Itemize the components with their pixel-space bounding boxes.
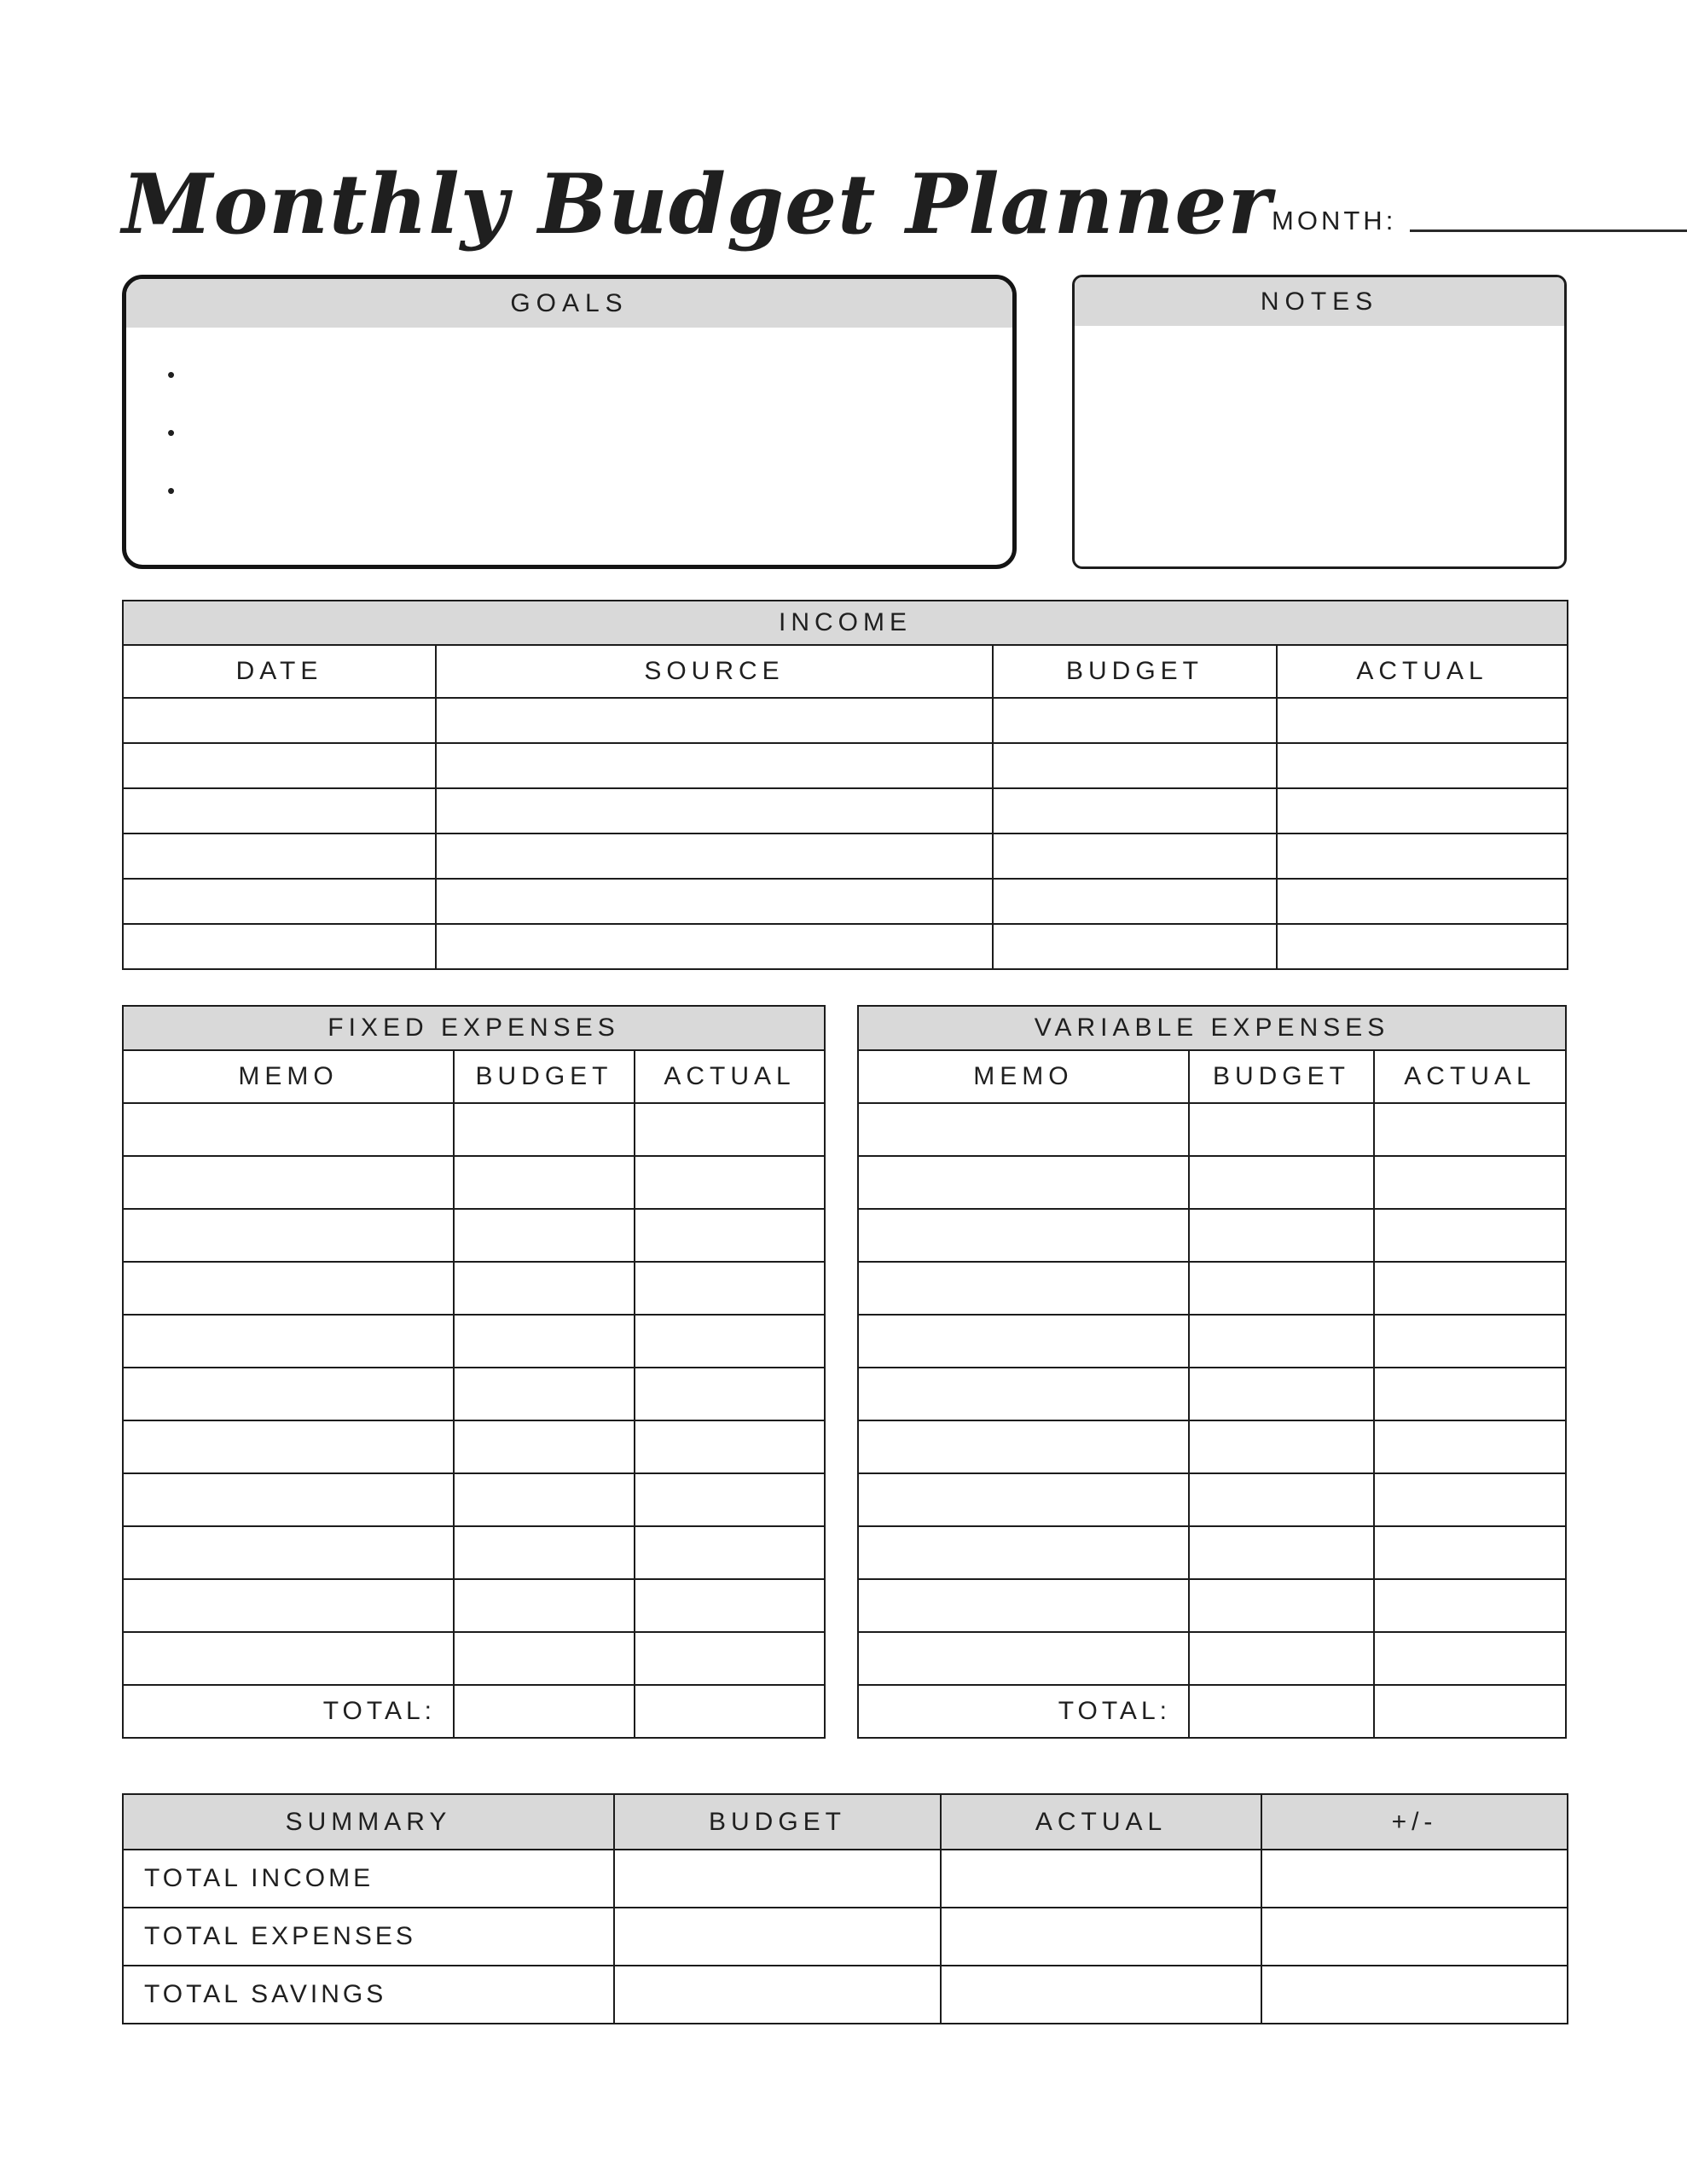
empty-row (858, 1632, 1566, 1685)
empty-cell[interactable] (454, 1526, 635, 1579)
summary-table (122, 1793, 1568, 2024)
empty-cell[interactable] (436, 879, 993, 924)
empty-cell[interactable] (454, 1420, 635, 1473)
empty-cell[interactable] (454, 1103, 635, 1156)
empty-cell[interactable] (1189, 1685, 1374, 1738)
empty-cell[interactable] (1374, 1473, 1566, 1526)
variable-expenses-title: VARIABLE EXPENSES (858, 1006, 1566, 1050)
page-title: Monthly Budget Planner (122, 156, 1272, 253)
fixed-expenses-body (123, 1103, 825, 1685)
empty-cell[interactable] (1261, 1908, 1568, 1966)
goals-box[interactable] (122, 275, 1017, 569)
empty-cell[interactable] (993, 879, 1277, 924)
empty-cell[interactable] (123, 1209, 454, 1262)
notes-title: NOTES (1075, 277, 1564, 326)
empty-cell[interactable] (635, 1632, 825, 1685)
empty-row (123, 698, 1568, 743)
empty-cell[interactable] (1374, 1262, 1566, 1315)
empty-cell[interactable] (123, 1103, 454, 1156)
summary-col-actual: ACTUAL (941, 1794, 1261, 1850)
empty-row (123, 1315, 825, 1368)
empty-cell[interactable] (123, 1526, 454, 1579)
empty-cell[interactable] (858, 1156, 1189, 1209)
empty-row (123, 1103, 825, 1156)
empty-cell[interactable] (123, 698, 436, 743)
empty-cell[interactable] (454, 1209, 635, 1262)
empty-cell[interactable] (1277, 743, 1568, 788)
empty-cell[interactable] (454, 1368, 635, 1420)
empty-cell[interactable] (1261, 1850, 1568, 1908)
empty-cell[interactable] (123, 1368, 454, 1420)
empty-cell[interactable] (454, 1685, 635, 1738)
empty-row (123, 1262, 825, 1315)
empty-cell[interactable] (454, 1579, 635, 1632)
empty-cell[interactable] (123, 879, 436, 924)
empty-row (858, 1156, 1566, 1209)
empty-row (123, 879, 1568, 924)
empty-cell[interactable] (123, 924, 436, 969)
empty-cell[interactable] (635, 1526, 825, 1579)
page-header (122, 126, 1567, 253)
fixed-total-row (123, 1685, 825, 1738)
empty-cell[interactable] (1277, 924, 1568, 969)
empty-row (858, 1209, 1566, 1262)
empty-cell[interactable] (635, 1209, 825, 1262)
empty-cell[interactable] (1374, 1156, 1566, 1209)
empty-row (858, 1579, 1566, 1632)
empty-row (123, 788, 1568, 834)
empty-cell[interactable] (941, 1966, 1261, 2024)
empty-cell[interactable] (941, 1908, 1261, 1966)
empty-cell[interactable] (1374, 1315, 1566, 1368)
month-field (1272, 207, 1687, 246)
income-col-budget: BUDGET (993, 645, 1277, 698)
empty-cell[interactable] (1374, 1632, 1566, 1685)
empty-row (123, 1579, 825, 1632)
empty-row (123, 1420, 825, 1473)
empty-row (123, 924, 1568, 969)
empty-cell[interactable] (858, 1103, 1189, 1156)
empty-cell[interactable] (993, 924, 1277, 969)
variable-expenses-table (857, 1005, 1567, 1739)
income-table (122, 600, 1568, 970)
goals-title: GOALS (126, 279, 1012, 328)
empty-cell[interactable] (858, 1579, 1189, 1632)
income-body (123, 698, 1568, 969)
empty-cell[interactable] (123, 1315, 454, 1368)
empty-cell[interactable] (1277, 879, 1568, 924)
summary-row-label: TOTAL INCOME (123, 1850, 614, 1908)
empty-cell[interactable] (454, 1262, 635, 1315)
empty-row (858, 1420, 1566, 1473)
empty-cell[interactable] (858, 1632, 1189, 1685)
empty-cell[interactable] (454, 1632, 635, 1685)
empty-cell[interactable] (1189, 1209, 1374, 1262)
empty-cell[interactable] (858, 1526, 1189, 1579)
empty-row (858, 1315, 1566, 1368)
variable-col-memo: MEMO (858, 1050, 1189, 1103)
variable-col-actual: ACTUAL (1374, 1050, 1566, 1103)
empty-cell[interactable] (941, 1850, 1261, 1908)
empty-cell[interactable] (993, 743, 1277, 788)
variable-total-label: TOTAL: (858, 1685, 1189, 1738)
empty-row (123, 834, 1568, 879)
summary-col-budget: BUDGET (614, 1794, 941, 1850)
fixed-col-budget: BUDGET (454, 1050, 635, 1103)
empty-row (123, 1473, 825, 1526)
empty-row (123, 1209, 825, 1262)
empty-cell[interactable] (436, 698, 993, 743)
empty-cell[interactable] (123, 1632, 454, 1685)
empty-row (123, 1156, 825, 1209)
empty-cell[interactable] (454, 1156, 635, 1209)
empty-cell[interactable] (1261, 1966, 1568, 2024)
income-title: INCOME (123, 601, 1568, 645)
empty-cell[interactable] (858, 1473, 1189, 1526)
bullet-icon: • (167, 362, 176, 387)
empty-cell[interactable] (123, 743, 436, 788)
empty-cell[interactable] (858, 1368, 1189, 1420)
empty-cell[interactable] (858, 1262, 1189, 1315)
empty-cell[interactable] (123, 1262, 454, 1315)
empty-cell[interactable] (635, 1473, 825, 1526)
empty-cell[interactable] (1374, 1368, 1566, 1420)
empty-cell[interactable] (635, 1579, 825, 1632)
empty-cell[interactable] (858, 1315, 1189, 1368)
empty-cell[interactable] (1374, 1103, 1566, 1156)
income-col-actual: ACTUAL (1277, 645, 1568, 698)
empty-cell[interactable] (123, 1156, 454, 1209)
empty-cell[interactable] (614, 1966, 941, 2024)
empty-cell[interactable] (858, 1209, 1189, 1262)
empty-cell[interactable] (1189, 1579, 1374, 1632)
summary-col-summary: SUMMARY (123, 1794, 614, 1850)
bullet-icon: • (167, 478, 176, 503)
empty-cell[interactable] (635, 1156, 825, 1209)
month-label: MONTH: (1272, 206, 1397, 235)
empty-row (123, 743, 1568, 788)
empty-cell[interactable] (1374, 1209, 1566, 1262)
empty-cell[interactable] (1189, 1526, 1374, 1579)
empty-cell[interactable] (635, 1368, 825, 1420)
summary-row-label: TOTAL SAVINGS (123, 1966, 614, 2024)
empty-cell[interactable] (993, 698, 1277, 743)
empty-cell[interactable] (1374, 1685, 1566, 1738)
empty-cell[interactable] (1277, 834, 1568, 879)
empty-cell[interactable] (635, 1420, 825, 1473)
empty-cell[interactable] (1189, 1156, 1374, 1209)
variable-expenses-body (858, 1103, 1566, 1685)
income-col-source: SOURCE (436, 645, 993, 698)
summary-body (123, 1850, 1568, 2024)
empty-cell[interactable] (993, 834, 1277, 879)
empty-cell[interactable] (123, 1420, 454, 1473)
empty-cell[interactable] (1189, 1632, 1374, 1685)
empty-cell[interactable] (1277, 788, 1568, 834)
fixed-expenses-title: FIXED EXPENSES (123, 1006, 825, 1050)
empty-cell[interactable] (635, 1685, 825, 1738)
fixed-total-label: TOTAL: (123, 1685, 454, 1738)
empty-cell[interactable] (1189, 1473, 1374, 1526)
empty-cell[interactable] (1189, 1315, 1374, 1368)
month-input-line[interactable] (1410, 229, 1687, 232)
empty-cell[interactable] (1189, 1420, 1374, 1473)
empty-cell[interactable] (454, 1315, 635, 1368)
variable-total-row (858, 1685, 1566, 1738)
empty-cell[interactable] (436, 834, 993, 879)
empty-cell[interactable] (858, 1420, 1189, 1473)
fixed-col-actual: ACTUAL (635, 1050, 825, 1103)
goals-notes-row (122, 275, 1567, 569)
empty-cell[interactable] (123, 1473, 454, 1526)
summary-row (123, 1850, 1568, 1908)
empty-cell[interactable] (1189, 1368, 1374, 1420)
empty-cell[interactable] (123, 1579, 454, 1632)
summary-col-plusminus: +/- (1261, 1794, 1568, 1850)
empty-cell[interactable] (614, 1908, 941, 1966)
summary-row (123, 1966, 1568, 2024)
summary-row-label: TOTAL EXPENSES (123, 1908, 614, 1966)
empty-cell[interactable] (993, 788, 1277, 834)
notes-box[interactable] (1072, 275, 1567, 569)
empty-cell[interactable] (1189, 1103, 1374, 1156)
empty-row (858, 1103, 1566, 1156)
empty-cell[interactable] (1277, 698, 1568, 743)
empty-cell[interactable] (123, 788, 436, 834)
empty-cell[interactable] (635, 1103, 825, 1156)
empty-cell[interactable] (436, 924, 993, 969)
empty-cell[interactable] (1374, 1579, 1566, 1632)
empty-row (123, 1632, 825, 1685)
goals-bullet-list (126, 328, 1012, 502)
empty-cell[interactable] (1189, 1262, 1374, 1315)
empty-cell[interactable] (436, 743, 993, 788)
empty-row (858, 1526, 1566, 1579)
empty-cell[interactable] (635, 1262, 825, 1315)
expenses-row (122, 1005, 1567, 1739)
empty-row (858, 1262, 1566, 1315)
empty-cell[interactable] (614, 1850, 941, 1908)
empty-cell[interactable] (635, 1315, 825, 1368)
empty-cell[interactable] (1374, 1420, 1566, 1473)
bullet-icon: • (167, 420, 176, 445)
empty-row (858, 1368, 1566, 1420)
empty-row (123, 1526, 825, 1579)
empty-row (123, 1368, 825, 1420)
variable-col-budget: BUDGET (1189, 1050, 1374, 1103)
income-col-date: DATE (123, 645, 436, 698)
fixed-col-memo: MEMO (123, 1050, 454, 1103)
empty-cell[interactable] (454, 1473, 635, 1526)
empty-cell[interactable] (436, 788, 993, 834)
summary-row (123, 1908, 1568, 1966)
empty-cell[interactable] (1374, 1526, 1566, 1579)
fixed-expenses-table (122, 1005, 826, 1739)
empty-row (858, 1473, 1566, 1526)
empty-cell[interactable] (123, 834, 436, 879)
